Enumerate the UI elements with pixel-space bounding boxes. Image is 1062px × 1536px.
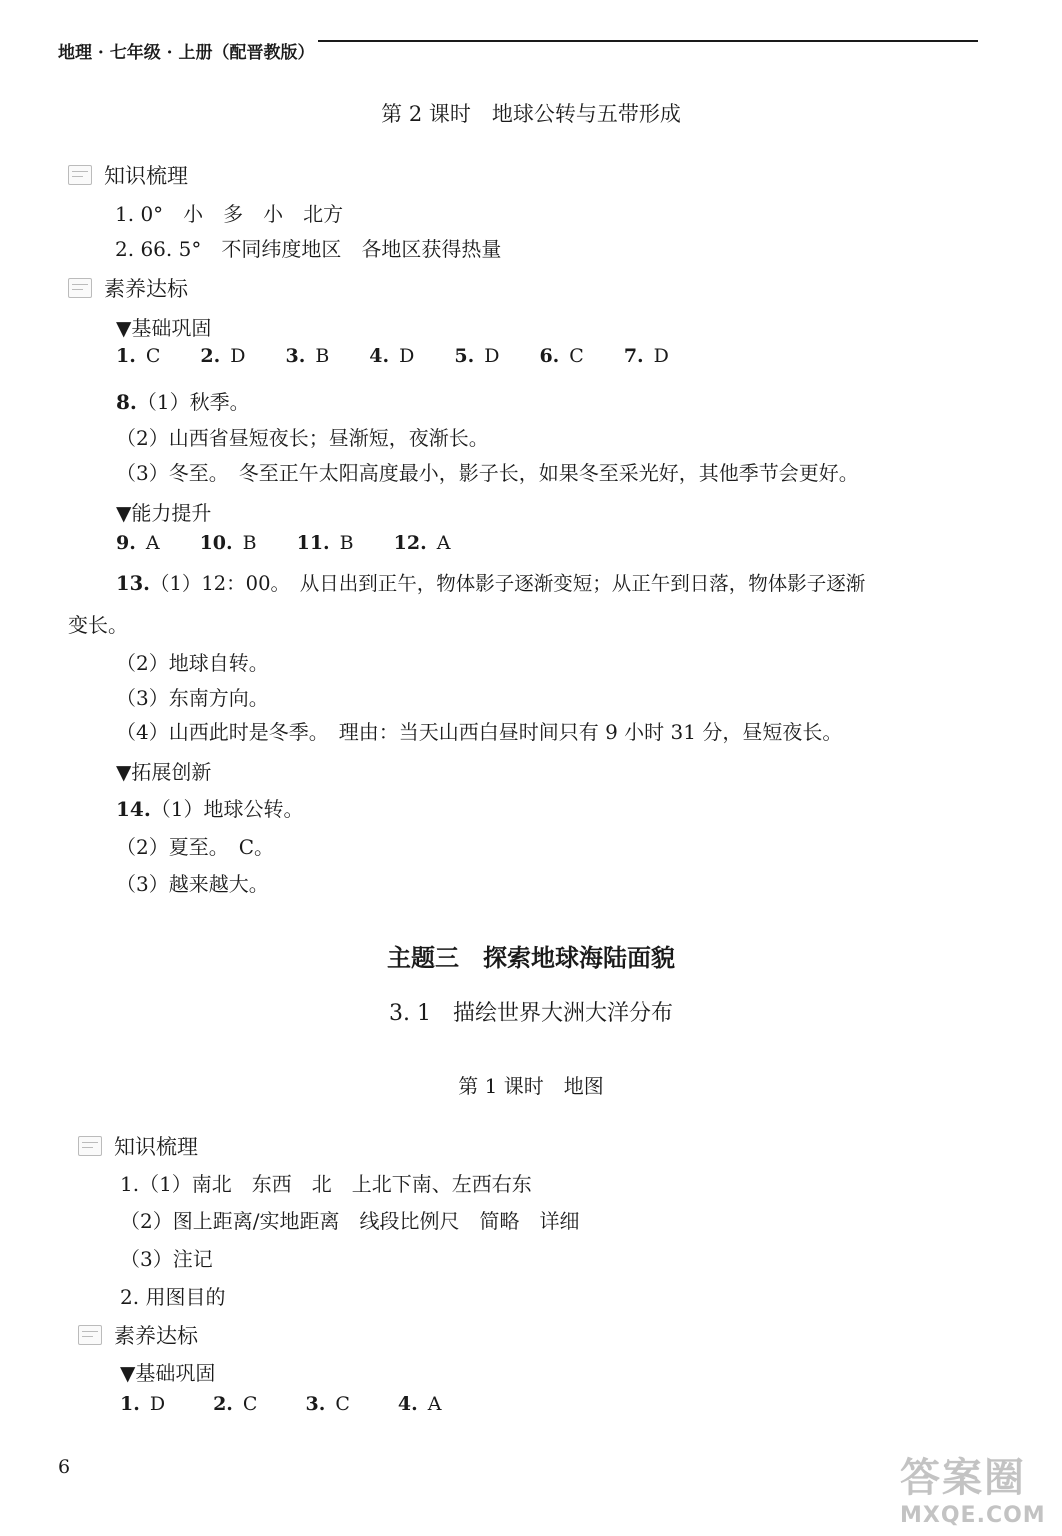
section-knowledge — [78, 1131, 198, 1161]
question-line: （2）夏至。 C。 — [116, 835, 275, 859]
question-line: （2）地球自转。 — [116, 651, 269, 675]
running-header: 地理 · 七年级 · 上册（配晋教版） — [58, 43, 315, 63]
answer-item: 5. D — [454, 345, 500, 367]
knowledge-line: 2. 66. 5° 不同纬度地区 各地区获得热量 — [115, 237, 502, 261]
answer-item: 2. C — [213, 1393, 258, 1415]
section-icon — [78, 1325, 102, 1345]
section-label: 素养达标 — [114, 1324, 198, 1348]
subsection-improve: ▼能力提升 — [116, 501, 212, 525]
answer-item: 1. D — [120, 1393, 166, 1415]
answer-item: 11. B — [296, 532, 354, 554]
knowledge-line: 1. 0° 小 多 小 北方 — [115, 202, 344, 226]
section-knowledge — [68, 160, 188, 190]
section-icon — [68, 165, 92, 185]
question-13: 13.（1）12：00。 从日出到正午，物体影子逐渐变短；从正午到日落，物体影子逐渐 — [116, 572, 866, 595]
watermark-logo-text: 答案圈 — [900, 1455, 1026, 1501]
subsection-extend: ▼拓展创新 — [116, 760, 212, 784]
theme-title: 主题三 探索地球海陆面貌 — [387, 943, 675, 972]
lesson-title: 第 2 课时 地球公转与五带形成 — [381, 102, 681, 126]
section-icon — [78, 1136, 102, 1156]
section-practice — [68, 273, 188, 303]
question-8: 8.（1）秋季。 — [116, 390, 250, 414]
unit-subtitle: 3. 1 描绘世界大洲大洋分布 — [389, 1001, 673, 1026]
question-line: （3）越来越大。 — [116, 872, 269, 896]
answer-item: 1. C — [116, 345, 161, 367]
knowledge-line: 1.（1）南北 东西 北 上北下南、左西右东 — [120, 1172, 532, 1196]
section-practice — [78, 1320, 198, 1350]
answer-item: 4. D — [369, 345, 415, 367]
header-rule — [318, 40, 978, 42]
answer-item: 4. A — [397, 1393, 442, 1415]
section-icon — [68, 278, 92, 298]
answer-item: 12. A — [393, 532, 451, 554]
answer-item: 2. D — [200, 345, 246, 367]
question-line: （2）山西省昼短夜长；昼渐短，夜渐长。 — [116, 426, 489, 450]
answer-row — [120, 1393, 489, 1415]
watermark-logo — [900, 1446, 1052, 1526]
answer-item: 3. C — [305, 1393, 350, 1415]
answer-item: 6. C — [539, 345, 584, 367]
knowledge-line: （2）图上距离/实地距离 线段比例尺 简略 详细 — [120, 1209, 580, 1233]
knowledge-line: （3）注记 — [120, 1247, 213, 1271]
question-line: （3）冬至。 冬至正午太阳高度最小，影子长，如果冬至采光好，其他季节会更好。 — [116, 461, 859, 485]
knowledge-line: 2. 用图目的 — [120, 1285, 226, 1309]
answer-item: 7. D — [623, 345, 669, 367]
lesson-title: 第 1 课时 地图 — [458, 1074, 604, 1098]
answer-row — [116, 345, 709, 367]
answer-row — [116, 532, 490, 554]
answer-item: 9. A — [116, 532, 160, 554]
section-label: 知识梳理 — [114, 1135, 198, 1159]
subsection-basic: ▼基础巩固 — [116, 316, 212, 340]
section-label: 知识梳理 — [104, 164, 188, 188]
question-line: （4）山西此时是冬季。 理由：当天山西白昼时间只有 9 小时 31 分，昼短夜长。 — [116, 720, 843, 744]
subsection-basic: ▼基础巩固 — [120, 1361, 216, 1385]
question-line: （3）东南方向。 — [116, 686, 269, 710]
answer-item: 3. B — [285, 345, 330, 367]
page-number: 6 — [58, 1456, 71, 1478]
answer-item: 10. B — [199, 532, 257, 554]
question-14: 14.（1）地球公转。 — [116, 797, 304, 821]
section-label: 素养达标 — [104, 277, 188, 301]
watermark-site: MXQE.COM — [900, 1503, 1046, 1528]
question-line: 变长。 — [68, 613, 128, 637]
